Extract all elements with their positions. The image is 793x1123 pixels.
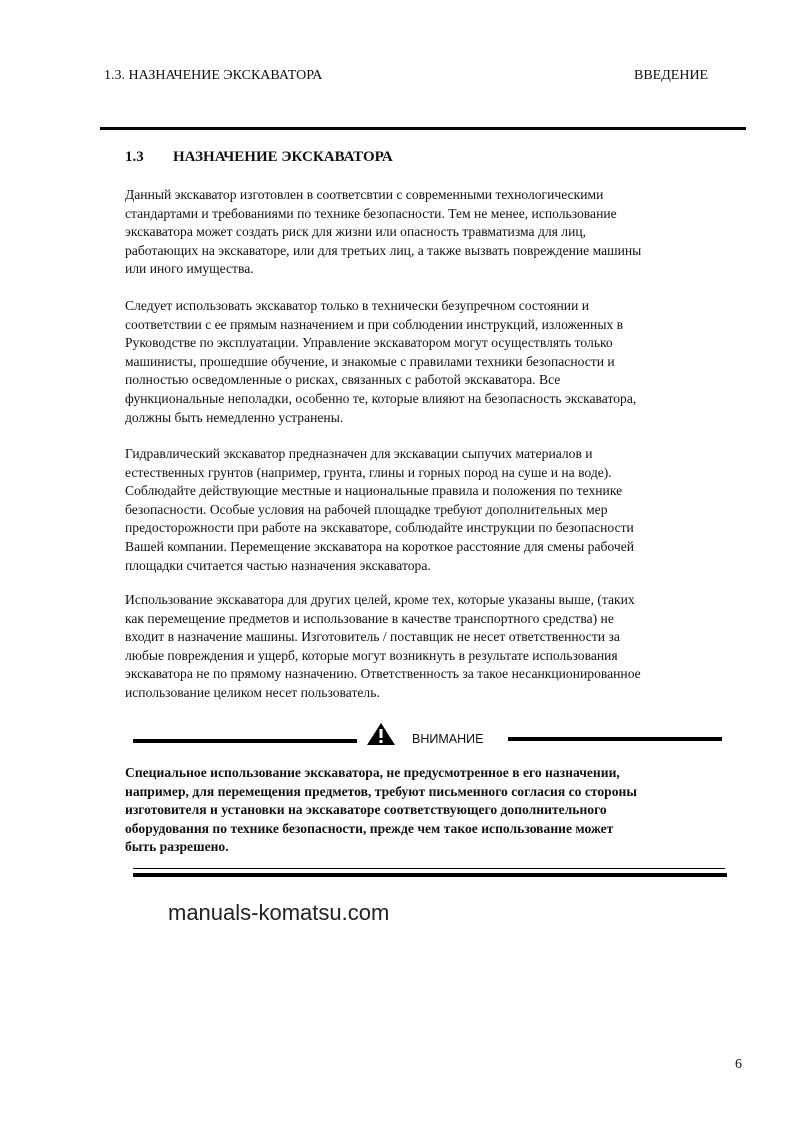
paragraph-4 <box>125 591 641 703</box>
text-line: полностью осведомленные о рисках, связанных с работой экскаватора. Все <box>125 372 561 388</box>
text-line: любые повреждения и ущерб, которые могут возникнуть в результате использования <box>125 647 618 663</box>
text-line: экскаватора может создать риск для жизни или опасность травматизма для лиц, <box>125 224 587 240</box>
warning-line: быть разрешено. <box>125 839 229 855</box>
warning-bottom-rule-thick <box>133 873 727 877</box>
warning-rule-left <box>133 739 357 743</box>
paragraph-3 <box>125 445 634 575</box>
text-line: Руководстве по эксплуатации. Управление экскаватором могут осуществлять только <box>125 335 613 351</box>
warning-line: например, для перемещения предметов, требуют письменного согласия со стороны <box>125 783 637 799</box>
warning-rule-right <box>508 737 722 741</box>
text-line: или иного имущества. <box>125 261 254 277</box>
warning-line: оборудования по технике безопасности, прежде чем такое использование может <box>125 820 614 836</box>
text-line: Данный экскаватор изготовлен в соответсвтии с современными технологическими <box>125 187 604 202</box>
text-line: Использование экскаватора для других целей, кроме тех, которые указаны выше, (таких <box>125 592 635 607</box>
text-line: как перемещение предметов и использование в качестве транспортного средства) не <box>125 610 614 626</box>
text-line: экскаватора не по прямому назначению. Ответственность за такое несанкционированное <box>125 666 641 682</box>
warning-line: изготовителя и установки на экскаваторе соответствующего дополнительного <box>125 802 607 818</box>
header-rule <box>100 127 746 130</box>
text-line: предосторожности при работе на экскаваторе, соблюдайте инструкции по безопасности <box>125 520 634 536</box>
text-line: Следует использовать экскаватор только в технически безупречном состоянии и <box>125 298 590 313</box>
text-line: площадки считается частью назначения экскаватора. <box>125 557 431 573</box>
section-number: 1.3 <box>125 149 144 165</box>
text-line: использование целиком несет пользователь. <box>125 684 380 700</box>
paragraph-1 <box>125 186 641 279</box>
text-line: функциональные неполадки, особенно те, которые влияют на безопасность экскаватора, <box>125 390 637 406</box>
text-line: Вашей компании. Перемещение экскаватора на короткое расстояние для смены рабочей <box>125 538 635 554</box>
text-line: стандартами и требованиями по технике безопасности. Тем не менее, использование <box>125 205 617 221</box>
warning-bottom-rule-thin <box>133 868 725 869</box>
text-line: работающих на экскаваторе, или для третьих лиц, а также вызвать повреждение машины <box>125 242 642 258</box>
text-line: Гидравлический экскаватор предназначен для экскавации сыпучих материалов и <box>125 446 593 461</box>
section-heading <box>125 149 393 166</box>
watermark: manuals-komatsu.com <box>168 900 390 925</box>
text-line: естественных грунтов (например, грунта, глины и горных пород на суше и на воде). <box>125 464 612 480</box>
warning-triangle-icon <box>366 722 396 746</box>
running-header-section: 1.3. НАЗНАЧЕНИЕ ЭКСКАВАТОРА <box>104 68 323 83</box>
text-line: Соблюдайте действующие местные и национальные правила и положения по технике <box>125 483 623 499</box>
warning-text <box>125 764 637 857</box>
text-line: безопасности. Особые условия на рабочей площадке требуют дополнительных мер <box>125 501 608 517</box>
text-line: машинисты, прошедшие обучение, и знакомые с правилами техники безопасности и <box>125 353 615 369</box>
page-number: 6 <box>735 1057 742 1072</box>
text-line: должны быть немедленно устранены. <box>125 409 344 425</box>
warning-label: ВНИМАНИЕ <box>412 732 484 746</box>
text-line: входит в назначение машины. Изготовитель / поставщик не несет ответственности за <box>125 629 620 645</box>
warning-line: Специальное использование экскаватора, не предусмотренное в его назначении, <box>125 765 620 780</box>
paragraph-2 <box>125 297 636 427</box>
section-title: НАЗНАЧЕНИЕ ЭКСКАВАТОРА <box>173 149 393 165</box>
text-line: соответствии с ее прямым назначением и при соблюдении инструкций, изложенных в <box>125 316 624 332</box>
running-header-chapter: ВВЕДЕНИЕ <box>634 68 709 83</box>
